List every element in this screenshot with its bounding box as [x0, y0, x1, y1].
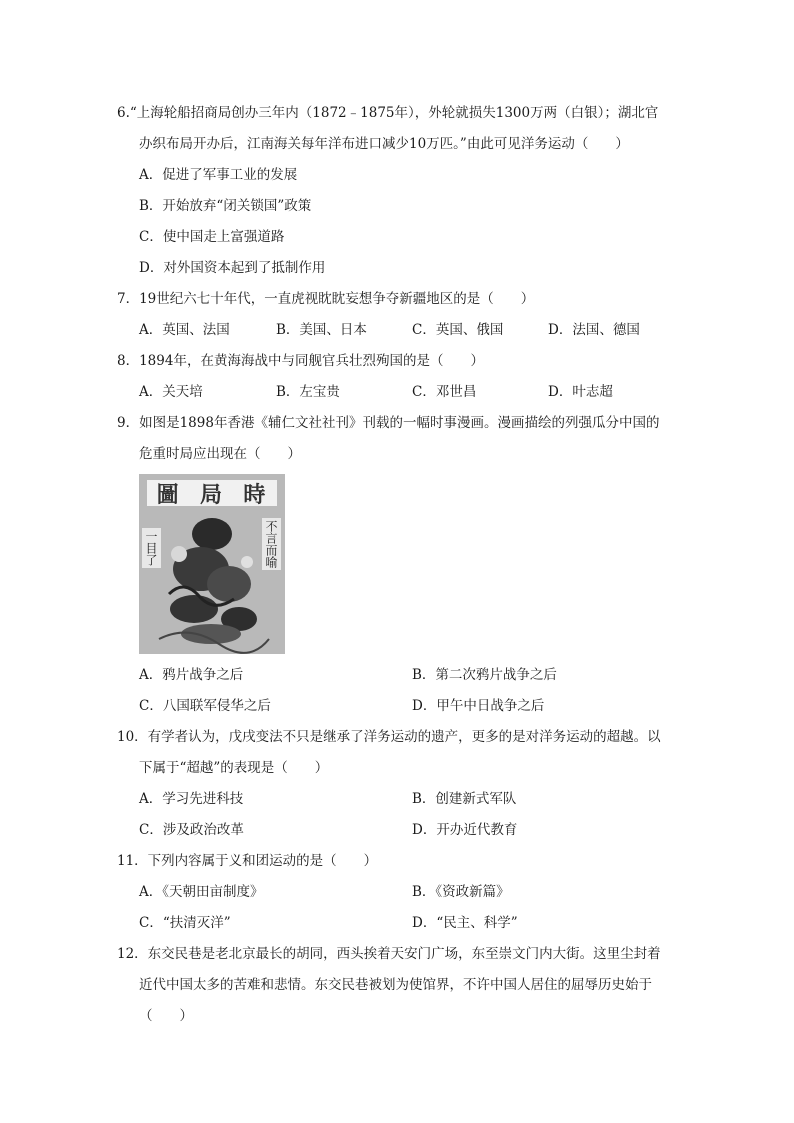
- q10-stem-line2: 下属于“超越”的表现是（ ）: [139, 760, 329, 776]
- q10-option-a: A．学习先进科技: [139, 791, 244, 807]
- q10-option-b: B．创建新式军队: [412, 791, 517, 807]
- q8-stem: 8．1894年，在黄海海战中与同舰官兵壮烈殉国的是（ ）: [117, 353, 484, 369]
- q6-option-c: C．使中国走上富强道路: [139, 229, 285, 245]
- q7-option-d: D．法国、德国: [548, 322, 640, 338]
- q7-option-c: C．英国、俄国: [412, 322, 504, 338]
- q8-option-c: C．邓世昌: [412, 384, 477, 400]
- q9-option-d: D．甲午中日战争之后: [412, 698, 545, 714]
- q11-option-d: D．“民主、科学”: [412, 915, 518, 931]
- q8-option-d: D．叶志超: [548, 384, 613, 400]
- q12-stem-line2: 近代中国太多的苦难和悲情。东交民巷被划为使馆界，不许中国人居住的屈辱历史始于: [139, 977, 652, 993]
- q6-option-a: A．促进了军事工业的发展: [139, 167, 298, 183]
- q11-option-c: C．“扶清灭洋”: [139, 915, 231, 931]
- cartoon-left-caption: 一目了: [142, 528, 161, 568]
- q11-option-b: B．《资政新篇》: [412, 884, 510, 900]
- q11-stem: 11．下列内容属于义和团运动的是（ ）: [117, 853, 378, 869]
- q9-stem-line1: 9．如图是1898年香港《辅仁文社社刊》刊载的一幅时事漫画。漫画描绘的列强瓜分中国的: [117, 415, 660, 431]
- q7-option-b: B．美国、日本: [276, 322, 367, 338]
- q7-stem: 7．19世纪六七十年代，一直虎视眈眈妄想争夺新疆地区的是（ ）: [117, 291, 535, 307]
- q12-stem-line1: 12．东交民巷是老北京最长的胡同，西头挨着天安门广场，东至崇文门内大街。这里尘封着: [117, 946, 661, 962]
- q10-option-d: D．开办近代教育: [412, 822, 518, 838]
- cartoon-right-caption: 不言而喻: [262, 518, 281, 570]
- q6-stem-line2: 办织布局开办后，江南海关每年洋布进口减少10万匹。”由此可见洋务运动（ ）: [139, 136, 629, 152]
- q10-option-c: C．涉及政治改革: [139, 822, 244, 838]
- q9-option-b: B．第二次鸦片战争之后: [412, 667, 557, 683]
- cartoon-title-char: 圖: [156, 481, 181, 508]
- political-cartoon-image: [139, 474, 285, 654]
- q7-option-a: A．英国、法国: [139, 322, 230, 338]
- q8-option-b: B．左宝贵: [276, 384, 340, 400]
- q9-stem-line2: 危重时局应出现在（ ）: [139, 446, 301, 462]
- q6-option-d: D．对外国资本起到了抵制作用: [139, 260, 326, 276]
- q6-option-b: B．开始放弃“闭关锁国”政策: [139, 198, 312, 214]
- cartoon-illustration: [139, 474, 285, 654]
- q8-option-a: A．关天培: [139, 384, 203, 400]
- q12-stem-line3: （ ）: [139, 1008, 193, 1024]
- q10-stem-line1: 10．有学者认为，戊戌变法不只是继承了洋务运动的遗产，更多的是对洋务运动的超越。以: [117, 729, 661, 745]
- q9-option-c: C．八国联军侵华之后: [139, 698, 271, 714]
- q11-option-a: A．《天朝田亩制度》: [139, 884, 264, 900]
- cartoon-title-char: 局: [199, 481, 224, 508]
- cartoon-title-char: 時: [243, 481, 268, 508]
- q9-option-a: A．鸦片战争之后: [139, 667, 244, 683]
- q6-stem-line1: 6.“上海轮船招商局创办三年内（1872﹣1875年），外轮就损失1300万两（白银）；湖北官: [117, 105, 659, 121]
